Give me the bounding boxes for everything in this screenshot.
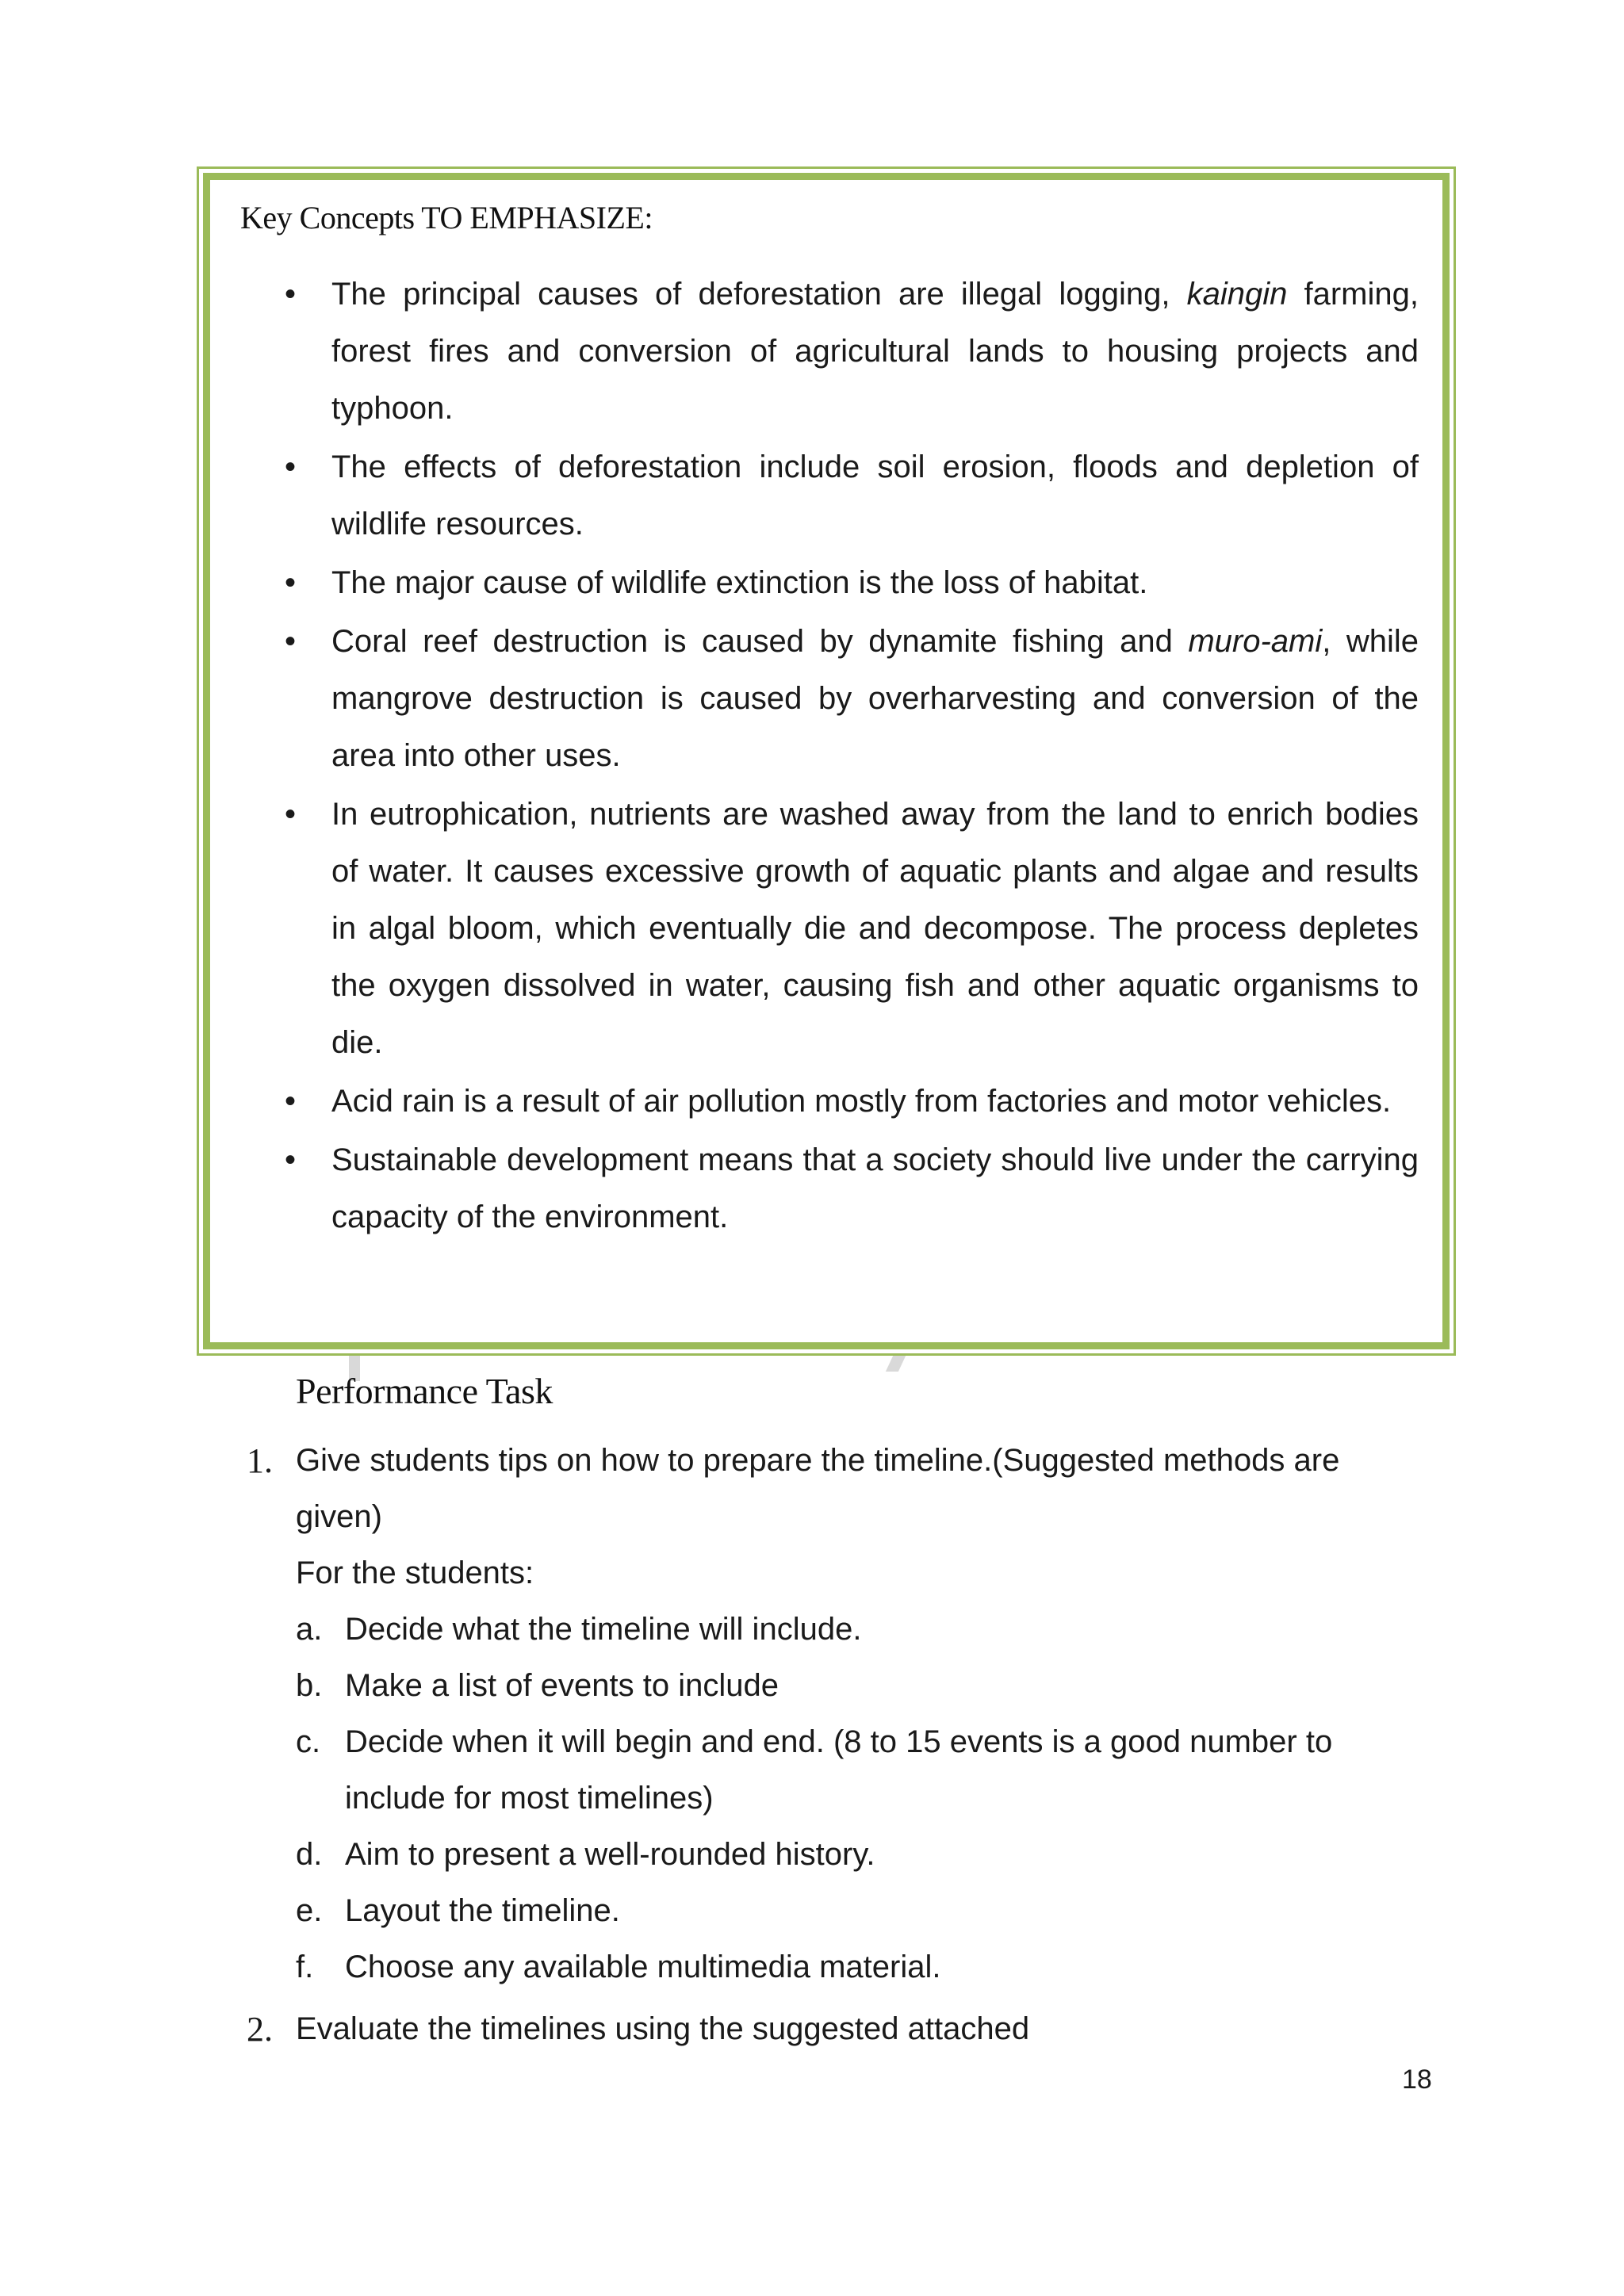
page-number: 18 [1402, 2064, 1432, 2095]
bullet-icon: • [285, 565, 297, 600]
bullet-icon: • [285, 1084, 297, 1119]
step-text: Choose any available multimedia material. [345, 1950, 941, 1984]
step-text: Layout the timeline. [345, 1893, 620, 1928]
bullet-icon: • [285, 624, 297, 659]
step-text: Make a list of events to include [345, 1668, 779, 1703]
timeline-step [296, 1714, 1422, 1827]
bullet-icon: • [285, 1142, 297, 1177]
key-concepts-box [203, 173, 1450, 1349]
key-concept-item [210, 786, 1442, 1071]
bullet-icon: • [285, 277, 297, 312]
bullet-icon: • [285, 450, 297, 484]
concept-text: The major cause of wildlife extinction is the loss of habitat. [331, 565, 1148, 600]
concept-text: The effects of deforestation include soil erosion, floods and depletion of wildlife resources. [331, 450, 1419, 541]
task-1-text: Give students tips on how to prepare the timeline.(Suggested methods are given) [296, 1443, 1340, 1534]
step-letter: b. [296, 1668, 323, 1703]
timeline-step [296, 1827, 1422, 1883]
step-text: Decide what the timeline will include. [345, 1612, 862, 1647]
timeline-step [296, 1601, 1422, 1658]
step-letter: c. [296, 1724, 321, 1759]
key-concept-item [210, 1131, 1442, 1246]
timeline-steps-list [296, 1601, 1422, 1996]
concept-text: In eutrophication, nutrients are washed away from the land to enrich bodies of water. It causes excessive growth of aquatic plants and algae and results in algal bloom, which eventually die and decompose. The process depletes the oxygen dissolved in water, causing fish and other aquatic organisms to die. [331, 797, 1419, 1060]
concept-text: Acid rain is a result of air pollution mostly from factories and motor vehicles. [331, 1084, 1392, 1119]
key-concept-item [210, 266, 1442, 437]
task-1 [247, 1433, 1422, 1996]
key-concepts-list [210, 266, 1442, 1247]
step-letter: e. [296, 1893, 323, 1928]
timeline-step [296, 1658, 1422, 1714]
key-concept-item [210, 554, 1442, 611]
key-concept-item [210, 438, 1442, 553]
task-1-number: 1. [247, 1441, 273, 1480]
italic-term: muro-ami [1188, 624, 1323, 659]
concept-text: Coral reef destruction is caused by dynamite fishing and [331, 624, 1189, 659]
key-concept-item [210, 613, 1442, 784]
key-concept-item [210, 1073, 1442, 1130]
concept-text: The principal causes of deforestation are illegal logging, [331, 277, 1187, 312]
concept-text: farming, forest fires and conversion of agricultural lands to housing projects and typhoon. [331, 277, 1419, 426]
for-students-label: For the students: [296, 1556, 534, 1590]
timeline-step [296, 1939, 1422, 1996]
concept-text: Sustainable development means that a society should live under the carrying capacity of the environment. [331, 1142, 1419, 1234]
key-concepts-title: Key Concepts TO EMPHASIZE: [240, 200, 653, 235]
step-text: Decide when it will begin and end. (8 to 15 events is a good number to include for most timelines) [345, 1724, 1333, 1816]
task-2-number: 2. [247, 2010, 273, 2049]
timeline-step [296, 1883, 1422, 1939]
performance-task-title: Performance Task [296, 1371, 553, 1411]
italic-term: kaingin [1186, 277, 1288, 312]
step-letter: a. [296, 1612, 323, 1647]
task-2-text: Evaluate the timelines using the suggested attached [296, 2011, 1030, 2046]
step-text: Aim to present a well-rounded history. [345, 1837, 875, 1872]
concept-text: , while mangrove destruction is caused by overharvesting and conversion of the area into other uses. [331, 624, 1419, 773]
step-letter: d. [296, 1837, 323, 1872]
watermark-fragment [886, 1354, 906, 1372]
task-2 [247, 2001, 1422, 2057]
step-letter: f. [296, 1950, 314, 1984]
bullet-icon: • [285, 797, 297, 832]
